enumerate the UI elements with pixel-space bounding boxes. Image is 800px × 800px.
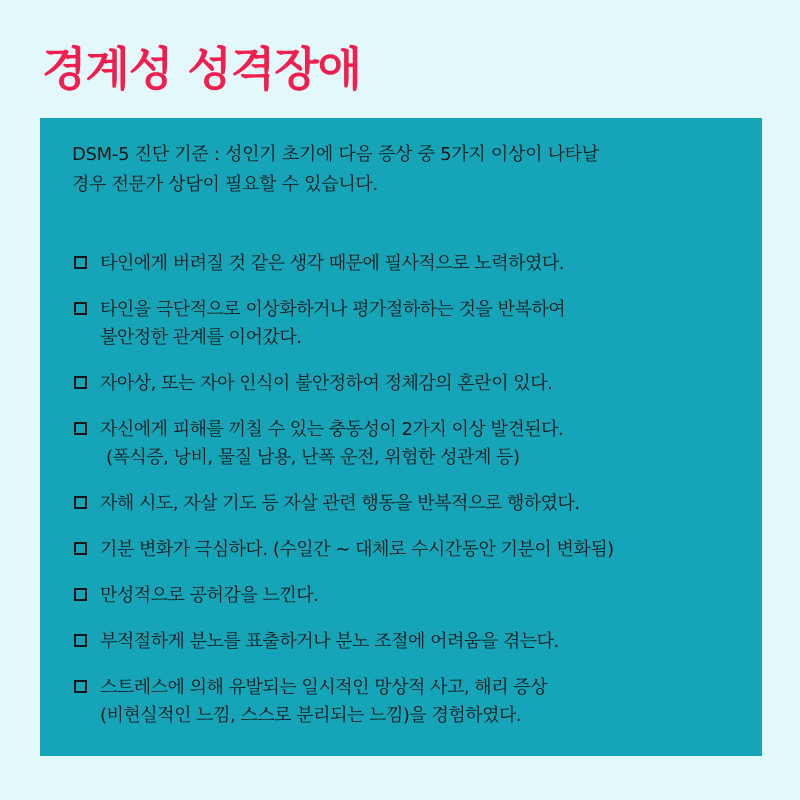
- criteria-list: [72, 250, 742, 730]
- criteria-item: [72, 582, 742, 610]
- checkbox-icon: [74, 376, 87, 389]
- criteria-text: 자해 시도, 자살 기도 등 자살 관련 행동을 반복적으로 행하였다.: [100, 493, 580, 514]
- criteria-panel: [40, 118, 762, 756]
- criteria-text: (폭식증, 낭비, 물질 남용, 난폭 운전, 위험한 성관계 등): [106, 447, 520, 468]
- checkbox-icon: [74, 542, 87, 555]
- criteria-text: 부적절하게 분노를 표출하거나 분노 조절에 어려움을 겪는다.: [100, 631, 559, 652]
- checkbox-icon: [74, 256, 87, 269]
- criteria-item: [72, 250, 742, 278]
- checkbox-icon: [74, 680, 87, 693]
- checkbox-icon: [74, 634, 87, 647]
- criteria-item: [72, 370, 742, 398]
- criteria-text: 자아상, 또는 자아 인식이 불안정하여 정체감의 혼란이 있다.: [100, 373, 553, 394]
- criteria-item: [72, 674, 742, 730]
- criteria-text: 기분 변화가 극심하다. (수일간 ~ 대체로 수시간동안 기분이 변화됨): [100, 539, 614, 560]
- criteria-text: 불안정한 관계를 이어갔다.: [100, 327, 302, 348]
- intro-text: [72, 140, 742, 200]
- intro-line: 경우 전문가 상담이 필요할 수 있습니다.: [72, 174, 378, 195]
- checkbox-icon: [74, 422, 87, 435]
- criteria-text: 스트레스에 의해 유발되는 일시적인 망상적 사고, 해리 증상: [100, 677, 548, 698]
- criteria-item: [72, 416, 742, 472]
- checkbox-icon: [74, 496, 87, 509]
- criteria-item: [72, 296, 742, 352]
- criteria-text: (비현실적인 느낌, 스스로 분리되는 느낌)을 경험하였다.: [100, 705, 522, 726]
- checkbox-icon: [74, 588, 87, 601]
- criteria-item: [72, 628, 742, 656]
- criteria-item: [72, 490, 742, 518]
- criteria-text: 자신에게 피해를 끼칠 수 있는 충동성이 2가지 이상 발견된다.: [100, 419, 564, 440]
- criteria-text: 타인을 극단적으로 이상화하거나 평가절하하는 것을 반복하여: [100, 299, 566, 320]
- criteria-item: [72, 536, 742, 564]
- checkbox-icon: [74, 302, 87, 315]
- intro-line: DSM-5 진단 기준 : 성인기 초기에 다음 증상 중 5가지 이상이 나타날: [72, 144, 599, 165]
- page-title: 경계성 성격장애: [42, 42, 362, 96]
- criteria-text: 타인에게 버려질 것 같은 생각 때문에 필사적으로 노력하였다.: [100, 253, 564, 274]
- criteria-text: 만성적으로 공허감을 느낀다.: [100, 585, 319, 606]
